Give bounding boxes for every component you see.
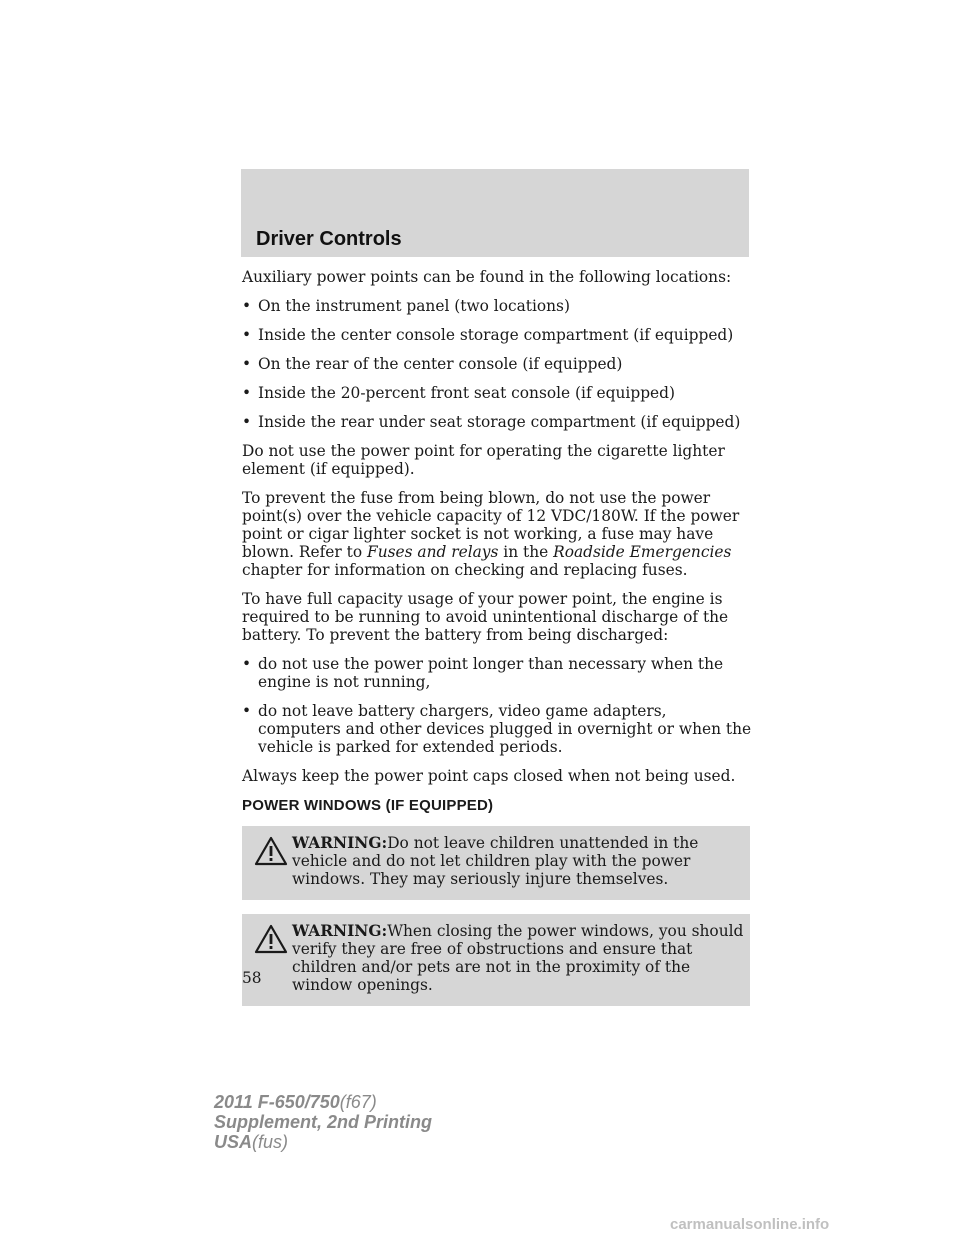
warning-label: WARNING: xyxy=(292,922,388,940)
warning-icon xyxy=(254,924,288,954)
list-item: • do not leave battery chargers, video game adapters, computers and other devices plugged in overnight or when the vehicle is parked for extended periods. xyxy=(242,702,752,756)
warning-box xyxy=(242,826,750,900)
roadside-reference: Roadside Emergencies xyxy=(553,543,732,561)
list-item: • On the rear of the center console (if equipped) xyxy=(242,355,623,373)
warning-label: WARNING: xyxy=(292,834,388,852)
warning-text: Do not leave children unattended in the vehicle and do not let children play with the power windows. They may seriously injure themselves. xyxy=(292,834,699,888)
list-item: • Inside the center console storage compartment (if equipped) xyxy=(242,326,734,344)
page-content xyxy=(242,268,754,1020)
locations-list xyxy=(242,297,754,431)
section-heading: POWER WINDOWS (IF EQUIPPED) xyxy=(242,797,494,814)
section-header xyxy=(241,169,749,257)
intro-text: Auxiliary power points can be found in the following locations: xyxy=(242,268,732,286)
list-item: • On the instrument panel (two locations) xyxy=(242,297,570,315)
watermark: carmanualsonline.info xyxy=(670,1216,830,1233)
list-item: • Inside the 20-percent front seat console (if equipped) xyxy=(242,384,676,402)
fuse-note: To prevent the fuse from being blown, do not use the power point(s) over the vehicle capacity of 12 VDC/180W. If the power point or cigar lighter socket is not working, a fuse may have blown. Refer to Fuses and relays in the Roadside Emergencies chapter for information on checking and replacing fuses. xyxy=(242,489,740,579)
lighter-note: Do not use the power point for operating the cigarette lighter element (if equipped). xyxy=(242,442,725,478)
tips-list xyxy=(242,655,754,756)
list-item: • do not use the power point longer than necessary when the engine is not running, xyxy=(242,655,724,691)
list-item: • Inside the rear under seat storage compartment (if equipped) xyxy=(242,413,741,431)
page-title: Driver Controls xyxy=(256,228,402,250)
warning-text: When closing the power windows, you should verify they are free of obstructions and ensure that children and/or pets are not in the proximity of the window openings. xyxy=(292,922,744,994)
page-number: 58 xyxy=(242,969,262,987)
fuses-reference: Fuses and relays xyxy=(367,543,499,561)
warning-icon xyxy=(254,836,288,866)
capacity-note: To have full capacity usage of your power point, the engine is required to be running to avoid unintentional discharge of the battery. To prevent the battery from being discharged: xyxy=(242,590,729,644)
caps-note: Always keep the power point caps closed when not being used. xyxy=(242,767,736,785)
warning-box xyxy=(242,914,750,1006)
print-footer: 2011 F-650/750(f67) Supplement, 2nd Printing USA(fus) xyxy=(214,1092,433,1152)
